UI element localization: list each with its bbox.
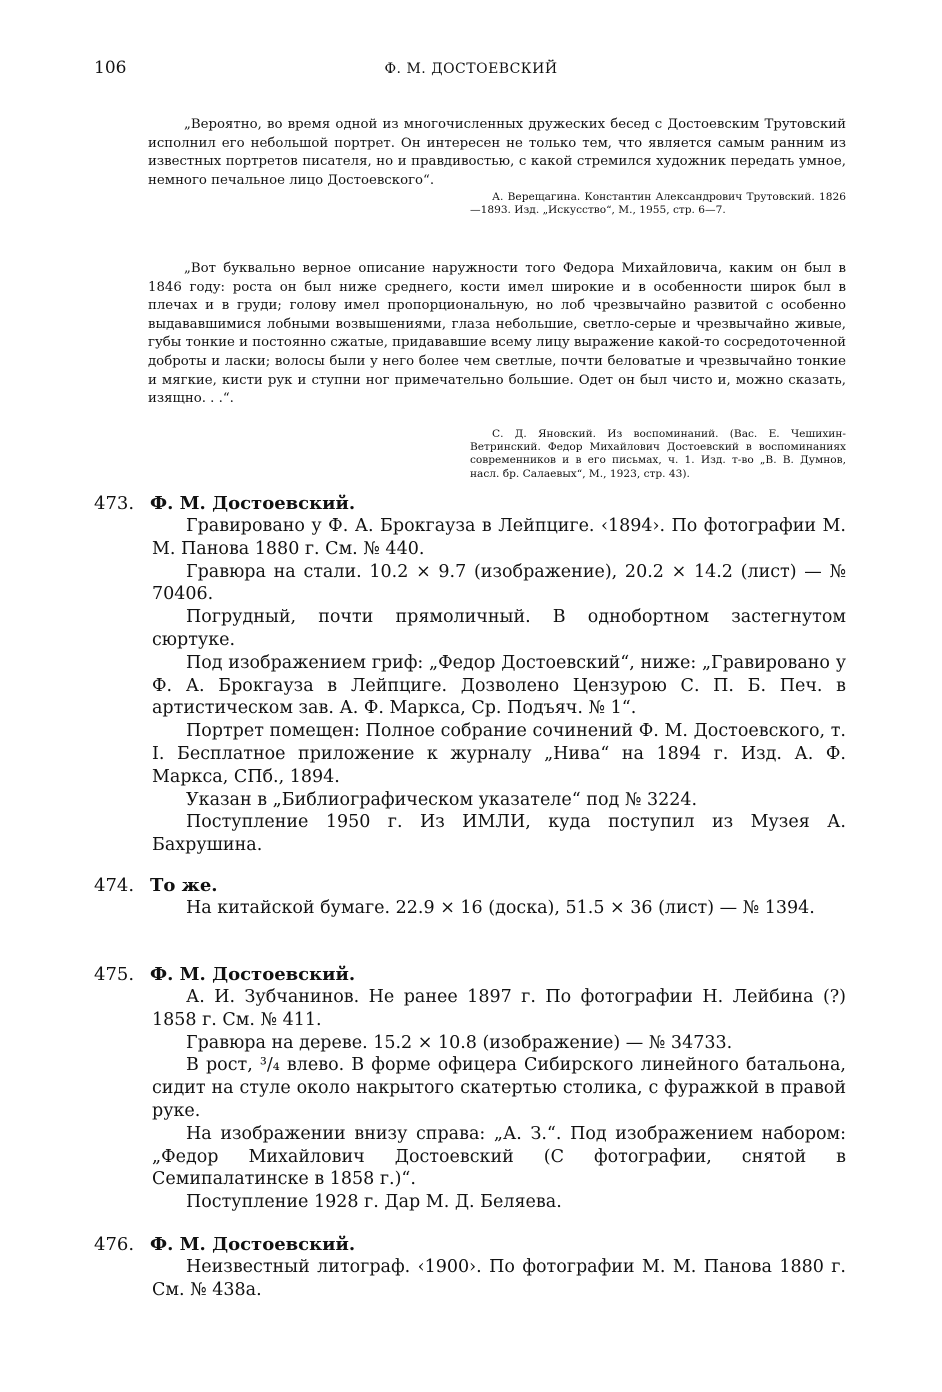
- catalog-entry: [94, 1233, 846, 1302]
- entry-paragraph: На изображении внизу справа: „А. З.“. Под изображением набором: „Федор Михайлович Достоевский (С фотографии, снятой в Семипалатинске в 1858 г.)“.: [152, 1123, 846, 1190]
- entry-paragraph: Поступление 1928 г. Дар М. Д. Беляева.: [186, 1192, 562, 1213]
- entry-paragraph: Погрудный, почти прямоличный. В однобортном застегнутом сюртуке.: [152, 607, 846, 650]
- entry-paragraph: В рост, ³/₄ влево. В форме офицера Сибирского линейного батальона, сидит на стуле около накрытого скатертью столика, с фуражкой в правой руке.: [152, 1055, 846, 1121]
- entry-title: Ф. М. Достоевский.: [150, 964, 356, 985]
- quote-block: [148, 116, 846, 190]
- entry-paragraph: А. И. Зубчанинов. Не ранее 1897 г. По фотографии Н. Лейбина (?) 1858 г. См. № 411.: [152, 987, 846, 1030]
- quote-citation: [470, 191, 846, 217]
- entry-paragraph: Гравюра на дереве. 15.2 × 10.8 (изображение) — № 34733.: [186, 1032, 733, 1053]
- citation-text: А. Верещагина. Константин Александрович Трутовский. 1826—1893. Изд. „Искусство“, М., 1955, стр. 6—7.: [470, 191, 846, 217]
- entry-heading: [94, 963, 846, 986]
- entry-paragraph: Поступление 1950 г. Из ИМЛИ, куда поступил из Музея А. Бахрушина.: [152, 812, 846, 856]
- running-title: Ф. М. ДОСТОЕВСКИЙ: [384, 61, 558, 77]
- entry-paragraph: На китайской бумаге. 22.9 × 16 (доска), 51.5 × 36 (лист) — № 1394.: [186, 898, 815, 918]
- quote-text: „Вероятно, во время одной из многочисленных дружеских бесед с Достоевским Трутовский исполнил его небольшой портрет. Он интересен не только тем, что является самым ранним из известных портретов писателя, но и правдивостью, с какой стремился художник передать умное, немного печальное лицо Достоевского“.: [148, 117, 846, 188]
- quote-citation: [470, 428, 846, 481]
- entry-title: Ф. М. Достоевский.: [150, 1234, 356, 1255]
- citation-text: С. Д. Яновский. Из воспоминаний. (Вас. Е. Чешихин-Ветринский. Федор Михайлович Достоевский в воспоминаниях современников и в его письмах, ч. 1. Изд. т-во „В. В. Думнов, насл. бр. Салаевых“, М., 1923, стр. 43).: [470, 428, 846, 480]
- entry-number: 474.: [94, 875, 135, 896]
- page-number: 106: [94, 58, 127, 78]
- catalog-entry: [94, 492, 846, 857]
- entry-number: 475.: [94, 964, 135, 985]
- entry-title: То же.: [150, 875, 218, 896]
- entry-heading: [94, 492, 846, 515]
- catalog-entry: [94, 963, 846, 1214]
- entry-number: 473.: [94, 493, 135, 514]
- entry-heading: [94, 1233, 846, 1256]
- entry-paragraph: Гравировано у Ф. А. Брокгауза в Лейпциге. ‹1894›. По фотографии М. М. Панова 1880 г. См. № 440.: [152, 516, 846, 559]
- entry-body: [152, 1256, 846, 1302]
- entry-body: [152, 515, 846, 857]
- entry-paragraph: Под изображением гриф: „Федор Достоевский“, ниже: „Гравировано у Ф. А. Брокгауза в Лейпциге. Дозволено Цензурою С. П. Б. Печ. в артистическом зав. А. Ф. Маркса, Ср. Подъяч. № 1“.: [152, 652, 846, 719]
- entry-paragraph: Неизвестный литограф. ‹1900›. По фотографии М. М. Панова 1880 г. См. № 438а.: [152, 1257, 846, 1300]
- quote-block: [148, 260, 846, 409]
- quote-text: „Вот буквально верное описание наружности того Федора Михайловича, каким он был в 1846 году: роста он был ниже среднего, кости имел широкие и в особенности широк был в плечах и в груди; голову имел пропорциональную, но лоб чрезвычайно развитой с особенно выдававшимися лобными возвышениями, глаза небольшие, светло-серые и чрезвычайно живые, губы тонкие и постоянно сжатые, придававшие всему лицу выражение какой-то сосредоточенной доброты и ласки; волосы были у него более чем светлые, почти беловатые и чрезвычайно тонкие и мягкие, кисти рук и ступни ног примечательно большие. Одет он был чисто и, можно сказать, изящно. . .“.: [148, 261, 846, 407]
- entry-number: 476.: [94, 1234, 135, 1255]
- catalog-entry: [94, 874, 846, 920]
- entry-paragraph: Гравюра на стали. 10.2 × 9.7 (изображение), 20.2 × 14.2 (лист) — № 70406.: [152, 561, 846, 605]
- entry-paragraph: Портрет помещен: Полное собрание сочинений Ф. М. Достоевского, т. I. Бесплатное приложение к журналу „Нива“ на 1894 г. Изд. А. Ф. Маркса, СПб., 1894.: [152, 721, 846, 787]
- entry-body: [152, 986, 846, 1214]
- entry-heading: [94, 874, 846, 897]
- entry-title: Ф. М. Достоевский.: [150, 493, 356, 514]
- entry-body: [152, 897, 846, 920]
- entry-paragraph: Указан в „Библиографическом указателе“ под № 3224.: [186, 789, 698, 810]
